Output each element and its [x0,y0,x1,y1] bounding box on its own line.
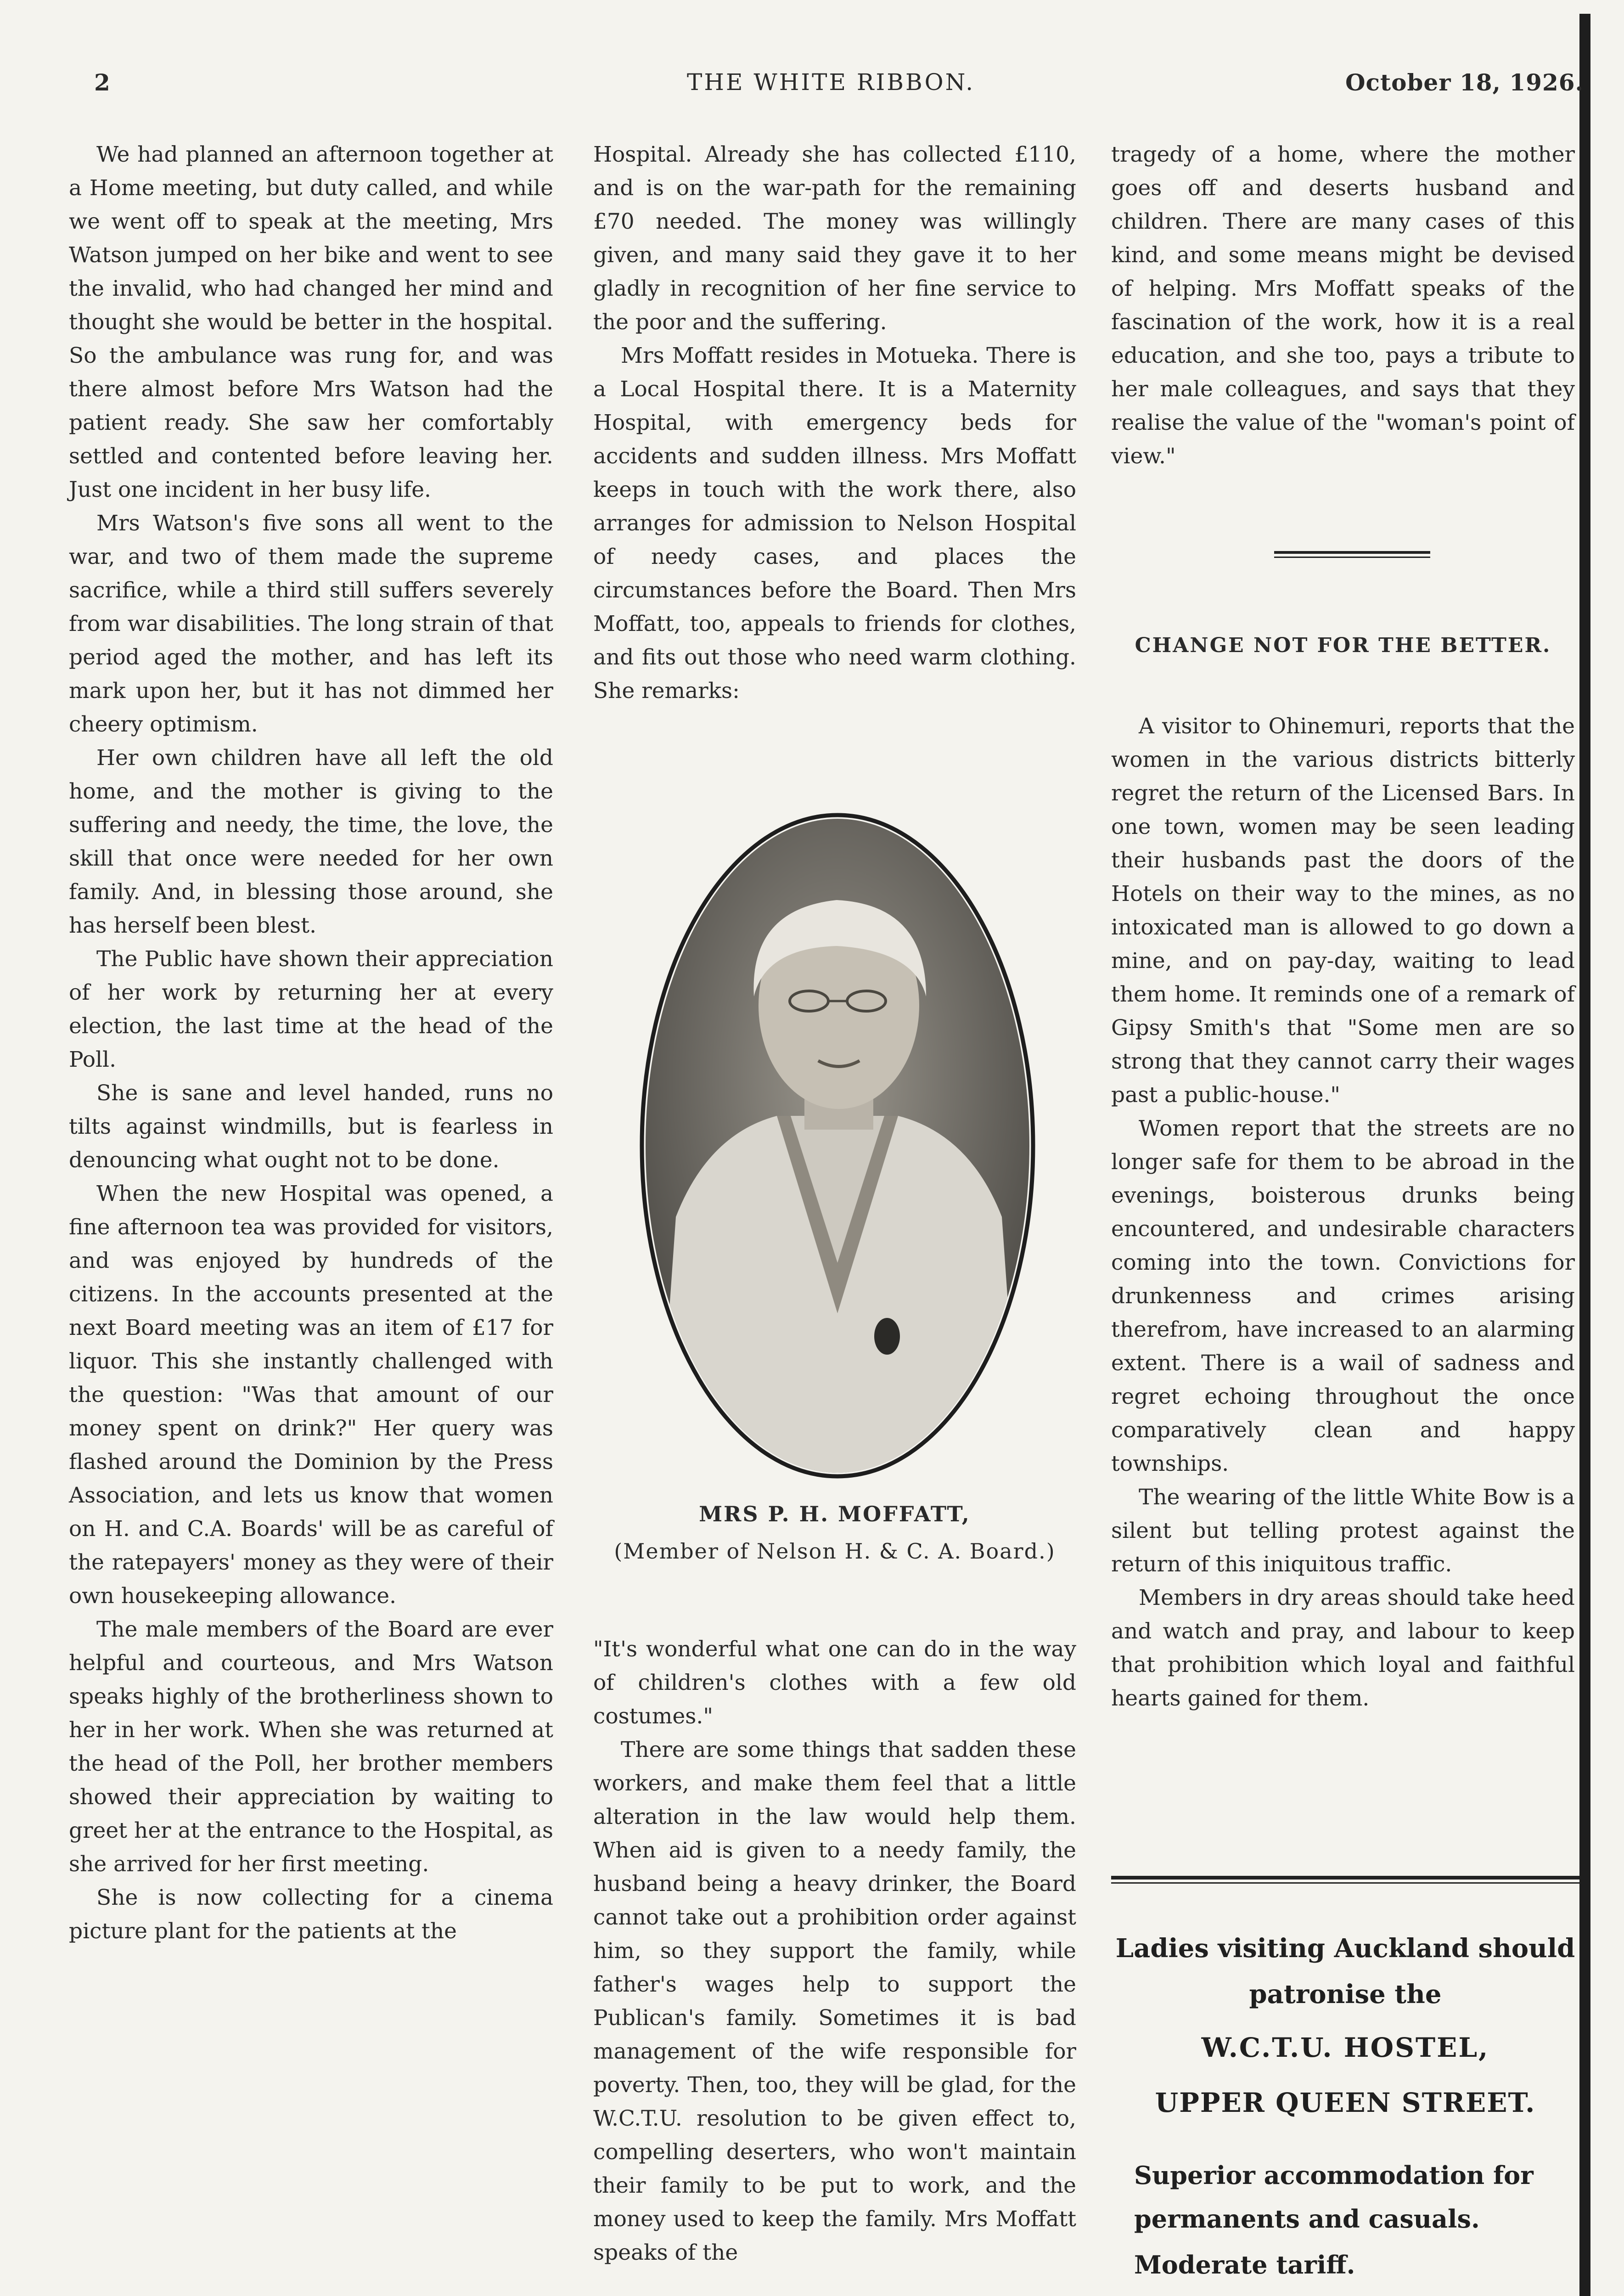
column-3-bottom [1111,709,1575,1715]
advert-line: Moderate tariff. [1134,2250,1355,2279]
paragraph: She is sane and level handed, runs no tilts against windmills, but is fearless in denouncing what ought not to be done. [69,1080,553,1173]
column-2-top [593,138,1076,708]
column-1 [69,138,553,1948]
advert-line: Ladies visiting Auckland should [1115,1933,1575,1964]
issue-date: October 18, 1926. [1345,69,1584,96]
paragraph: When the new Hospital was opened, a fine afternoon tea was provided for visitors, and was enjoyed by hundreds of the citizens. In the accounts presented at the next Board meeting was an item of £17 for liquor. This she instantly challenged with the question: "Was that amount of our money spent on drink?" Her query was flashed around the Dominion by the Press Association, and lets us know that women on H. and C.A. Boards' will be as careful of the ratepayers' money as they were of their own housekeeping allowance. [69,1181,553,1609]
paragraph: Women report that the streets are no longer safe for them to be abroad in the evenings, boisterous drunks being encountered, and undesirable characters coming into the town. Convictions for drunkenness and crimes arising therefrom, have increased to an alarming extent. There is a wail of sadness and regret echoing throughout the once comparatively clean and happy townships. [1111,1116,1575,1476]
advert-divider [1111,1876,1579,1884]
section-divider [1274,551,1430,558]
advert-hostel-name: W.C.T.U. HOSTEL, [1201,2032,1489,2063]
paragraph: tragedy of a home, where the mother goes off and deserts husband and children. There are many cases of this kind, and some means might be devised of helping. Mrs Moffatt speaks of the fascination of the work, how it is a real education, and she too, pays a tribute to her male colleagues, and says that they realise the value of the "woman's point of view." [1111,142,1575,469]
column-2-bottom [593,1632,1076,2269]
advert-line: patronise the [1249,1979,1442,2009]
advert-line: Superior accommodation for [1134,2161,1534,2190]
masthead-title: THE WHITE RIBBON. [687,69,975,96]
paragraph: The male members of the Board are ever helpful and courteous, and Mrs Watson speaks highly of the brotherliness shown to her in her work. When she was returned at the head of the Poll, her brother members showed their appreciation by waiting to greet her at the entrance to the Hospital, as she arrived for her first meeting. [69,1617,553,1877]
paragraph: The wearing of the little White Bow is a silent but telling protest against the return of this iniquitous traffic. [1111,1485,1575,1577]
paragraph: She is now collecting for a cinema picture plant for the patients at the [69,1885,553,1944]
advert-address: UPPER QUEEN STREET. [1155,2087,1536,2118]
portrait-photo [639,813,1036,1479]
column-3-top [1111,138,1575,473]
advert-line: permanents and casuals. [1134,2204,1480,2234]
paragraph: Mrs Watson's five sons all went to the war, and two of them made the supreme sacrifice, while a third still suffers severely from war disabilities. The long strain of that period aged the mother, and has left its mark upon her, but it has not dimmed her cheery optimism. [69,511,553,737]
portrait-caption-role: (Member of Nelson H. & C. A. Board.) [614,1539,1056,1564]
paragraph: The Public have shown their appreciation of her work by returning her at every election, the last time at the head of the Poll. [69,946,553,1072]
paragraph: Members in dry areas should take heed and watch and pray, and labour to keep that prohibition which loyal and faithful hearts gained for them. [1111,1585,1575,1711]
paragraph: Hospital. Already she has collected £110, and is on the war-path for the remaining £70 needed. The money was willingly given, and many said they gave it to her gladly in recognition of her fine service to the poor and the suffering. [593,142,1076,335]
article-heading: CHANGE NOT FOR THE BETTER. [1135,634,1551,657]
page-number: 2 [94,69,111,96]
paragraph: There are some things that sadden these workers, and make them feel that a little alteration in the law would help them. When aid is given to a needy family, the husband being a heavy drinker, the Board cannot take out a prohibition order against him, so they support the family, while father's wages help to support the Publican's family. Sometimes it is bad management of the wife responsible for poverty. Then, too, they will be glad, for the W.C.T.U. resolution to be given effect to, compelling deserters, who won't maintain their family to be put to work, and the money used to keep the family. Mrs Moffatt speaks of the [593,1737,1076,2265]
paragraph: Mrs Moffatt resides in Motueka. There is a Local Hospital there. It is a Maternity Hospital, with emergency beds for accidents and sudden illness. Mrs Moffatt keeps in touch with the work there, also arranges for admission to Nelson Hospital of needy cases, and places the circumstances before the Board. Then Mrs Moffatt, too, appeals to friends for clothes, and fits out those who need warm clothing. She remarks: [593,343,1076,703]
paragraph: We had planned an afternoon together at a Home meeting, but duty called, and while we went off to speak at the meeting, Mrs Watson jumped on her bike and went to see the invalid, who had changed her mind and thought she would be better in the hospital. So the ambulance was rung for, and was there almost before Mrs Watson had the patient ready. She saw her comfortably settled and contented before leaving her. Just one incident in her busy life. [69,142,553,502]
portrait-caption-name: MRS P. H. MOFFATT, [699,1502,971,1526]
paragraph: A visitor to Ohinemuri, reports that the women in the various districts bitterly regret the return of the Licensed Bars. In one town, women may be seen leading their husbands past the doors of the Hotels on their way to the mines, as no intoxicated man is allowed to go down a mine, and on pay-day, waiting to lead them home. It reminds one of a remark of Gipsy Smith's that "Some men are so strong that they cannot carry their wages past a public-house." [1111,714,1575,1108]
paragraph: Her own children have all left the old home, and the mother is giving to the suffering and needy, the time, the love, the skill that once were needed for her own family. And, in blessing those around, she has herself been blest. [69,745,553,938]
paragraph: "It's wonderful what one can do in the way of children's clothes with a few old costumes." [593,1637,1076,1729]
